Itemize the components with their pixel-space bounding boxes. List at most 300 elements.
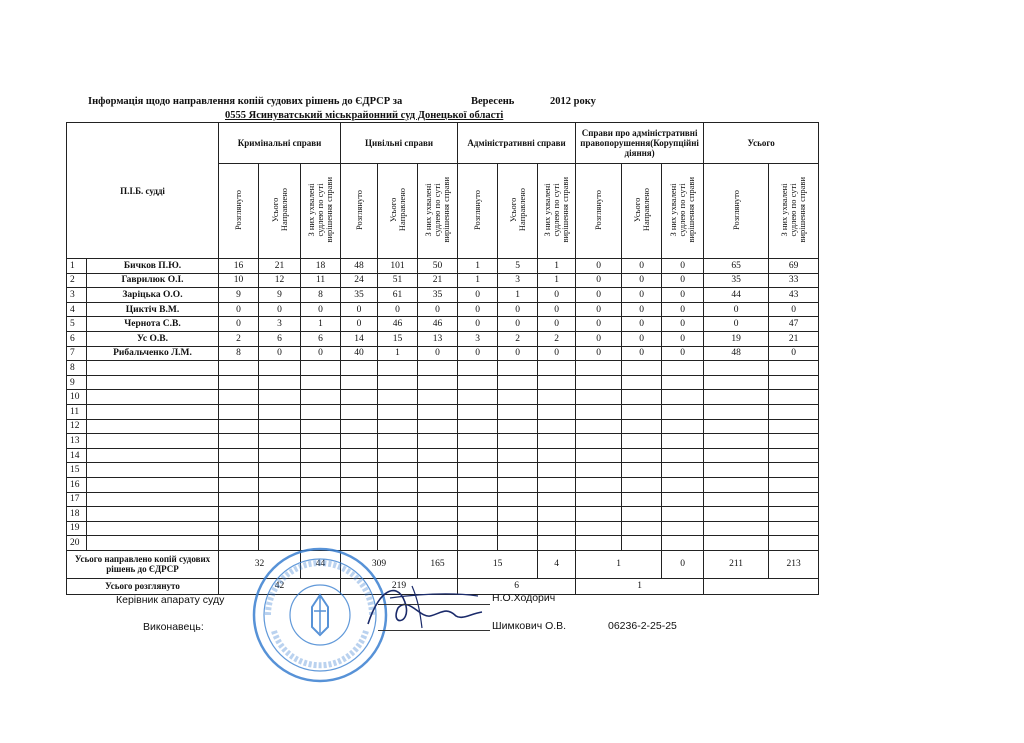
value-cell: 0 [259, 346, 301, 361]
executor-name: Шимкович О.В. [492, 620, 567, 632]
subheader-sent [498, 164, 538, 259]
value-cell: 0 [622, 273, 662, 288]
table-row [67, 448, 819, 463]
row-number: 7 [67, 346, 87, 361]
value-cell [576, 463, 622, 478]
table-row [67, 288, 819, 303]
total-sent-offences-reviewed: 1 [576, 550, 662, 578]
row-number: 4 [67, 302, 87, 317]
value-cell [498, 463, 538, 478]
value-cell: 44 [704, 288, 769, 303]
value-cell [622, 419, 662, 434]
value-cell: 0 [219, 317, 259, 332]
value-cell [378, 492, 418, 507]
group-civil-header: Цивільні справи [341, 123, 458, 164]
value-cell: 0 [576, 288, 622, 303]
judge-name: Гаврилюк О.І. [87, 273, 219, 288]
report-title-text: Інформація щодо направлення копій судових рішень до ЄДРСР за [88, 96, 403, 107]
value-cell: 0 [622, 346, 662, 361]
value-cell [219, 463, 259, 478]
value-cell: 0 [259, 302, 301, 317]
value-cell [622, 507, 662, 522]
value-cell: 9 [219, 288, 259, 303]
subheader-reviewed [458, 164, 498, 259]
value-cell [576, 536, 622, 551]
value-cell [458, 463, 498, 478]
value-cell: 40 [341, 346, 378, 361]
value-cell [418, 463, 458, 478]
value-cell [498, 419, 538, 434]
value-cell [576, 419, 622, 434]
value-cell [219, 419, 259, 434]
group-total-header: Усього [704, 123, 819, 164]
judge-name: Ус О.В. [87, 331, 219, 346]
subheader-sent [259, 164, 301, 259]
value-cell [769, 419, 819, 434]
value-cell [259, 419, 301, 434]
value-cell: 0 [769, 346, 819, 361]
value-cell [498, 492, 538, 507]
value-cell: 1 [498, 288, 538, 303]
value-cell: 33 [769, 273, 819, 288]
table-row [67, 404, 819, 419]
value-cell: 61 [378, 288, 418, 303]
value-cell [662, 390, 704, 405]
value-cell [498, 434, 538, 449]
judge-name: Рибальченко Л.М. [87, 346, 219, 361]
value-cell [341, 361, 378, 376]
value-cell: 0 [576, 346, 622, 361]
value-cell [704, 521, 769, 536]
value-cell [622, 404, 662, 419]
total-sent-all-decided: 213 [769, 550, 819, 578]
total-sent-all-reviewed: 211 [704, 550, 769, 578]
value-cell [704, 477, 769, 492]
table-row [67, 361, 819, 376]
value-cell [418, 448, 458, 463]
value-cell [704, 492, 769, 507]
value-cell: 1 [538, 259, 576, 274]
value-cell: 0 [769, 302, 819, 317]
value-cell [576, 448, 622, 463]
value-cell: 21 [769, 331, 819, 346]
value-cell: 19 [704, 331, 769, 346]
value-cell [622, 463, 662, 478]
value-cell [341, 507, 378, 522]
value-cell: 0 [538, 346, 576, 361]
value-cell [498, 448, 538, 463]
value-cell [301, 404, 341, 419]
value-cell [301, 434, 341, 449]
table-row [67, 331, 819, 346]
value-cell: 0 [662, 288, 704, 303]
value-cell: 0 [341, 302, 378, 317]
value-cell [341, 477, 378, 492]
value-cell [458, 404, 498, 419]
value-cell [538, 492, 576, 507]
value-cell [418, 507, 458, 522]
value-cell: 1 [458, 259, 498, 274]
table-row [67, 317, 819, 332]
value-cell: 21 [418, 273, 458, 288]
subheader-label: З них ухвалені судлею по суті вирішення справи [423, 176, 452, 243]
value-cell [622, 492, 662, 507]
subheader-decided [418, 164, 458, 259]
value-cell: 0 [301, 302, 341, 317]
value-cell: 0 [622, 317, 662, 332]
value-cell: 13 [418, 331, 458, 346]
judge-name [87, 521, 219, 536]
value-cell: 0 [576, 273, 622, 288]
value-cell [378, 448, 418, 463]
value-cell [219, 521, 259, 536]
row-number: 3 [67, 288, 87, 303]
value-cell: 101 [378, 259, 418, 274]
value-cell: 21 [259, 259, 301, 274]
value-cell [341, 419, 378, 434]
value-cell: 8 [301, 288, 341, 303]
value-cell: 0 [538, 317, 576, 332]
value-cell: 0 [576, 259, 622, 274]
judge-name [87, 361, 219, 376]
value-cell [301, 492, 341, 507]
value-cell [378, 390, 418, 405]
value-cell [219, 492, 259, 507]
value-cell [219, 390, 259, 405]
value-cell [378, 507, 418, 522]
value-cell [259, 492, 301, 507]
value-cell [576, 390, 622, 405]
value-cell [576, 507, 622, 522]
value-cell [704, 463, 769, 478]
value-cell [576, 361, 622, 376]
value-cell: 0 [538, 288, 576, 303]
value-cell [418, 404, 458, 419]
judge-name [87, 477, 219, 492]
value-cell [769, 463, 819, 478]
value-cell [341, 375, 378, 390]
value-cell [576, 492, 622, 507]
value-cell: 43 [769, 288, 819, 303]
value-cell: 0 [458, 346, 498, 361]
table-row [67, 477, 819, 492]
subheader-reviewed [704, 164, 769, 259]
value-cell: 48 [341, 259, 378, 274]
subheader-label: Розглянуто [233, 189, 243, 230]
subheader-decided [662, 164, 704, 259]
value-cell: 6 [259, 331, 301, 346]
value-cell [662, 375, 704, 390]
value-cell [538, 404, 576, 419]
row-number: 12 [67, 419, 87, 434]
value-cell: 1 [538, 273, 576, 288]
head-label: Керівник апарату суду [116, 594, 225, 606]
value-cell [704, 361, 769, 376]
total-sent-criminal-decided: 44 [301, 550, 341, 578]
value-cell [769, 375, 819, 390]
value-cell: 35 [704, 273, 769, 288]
value-cell: 15 [378, 331, 418, 346]
judge-name [87, 492, 219, 507]
value-cell [498, 375, 538, 390]
value-cell [259, 375, 301, 390]
value-cell [259, 434, 301, 449]
total-reviewed-admin: 6 [458, 578, 576, 594]
value-cell [769, 390, 819, 405]
value-cell [498, 477, 538, 492]
value-cell: 2 [219, 331, 259, 346]
value-cell [378, 404, 418, 419]
value-cell [259, 361, 301, 376]
value-cell [378, 463, 418, 478]
value-cell: 0 [458, 317, 498, 332]
value-cell [259, 521, 301, 536]
value-cell [259, 404, 301, 419]
value-cell [662, 536, 704, 551]
value-cell [769, 477, 819, 492]
value-cell [458, 536, 498, 551]
row-number: 8 [67, 361, 87, 376]
value-cell [662, 419, 704, 434]
value-cell [622, 536, 662, 551]
value-cell: 65 [704, 259, 769, 274]
value-cell [259, 477, 301, 492]
subheader-decided [538, 164, 576, 259]
group-admin-header: Адміністративні справи [458, 123, 576, 164]
value-cell: 16 [219, 259, 259, 274]
subheader-label: З них ухвалені судлею по суті вирішення справи [779, 176, 808, 243]
value-cell: 0 [458, 302, 498, 317]
value-cell [538, 419, 576, 434]
value-cell [622, 477, 662, 492]
judge-name [87, 448, 219, 463]
value-cell [458, 448, 498, 463]
value-cell [704, 375, 769, 390]
group-offences-header: Справи про адміністративні правопорушення(Корупційні діяння) [576, 123, 704, 164]
value-cell [538, 361, 576, 376]
total-reviewed-offences: 1 [576, 578, 704, 594]
value-cell: 2 [538, 331, 576, 346]
value-cell [301, 507, 341, 522]
value-cell [418, 361, 458, 376]
value-cell [622, 434, 662, 449]
value-cell [378, 434, 418, 449]
value-cell [219, 448, 259, 463]
value-cell [418, 492, 458, 507]
value-cell [622, 390, 662, 405]
value-cell [769, 448, 819, 463]
value-cell [301, 521, 341, 536]
value-cell [458, 521, 498, 536]
value-cell [769, 521, 819, 536]
judge-name: Чернота С.В. [87, 317, 219, 332]
table-row [67, 507, 819, 522]
value-cell: 24 [341, 273, 378, 288]
subheader-decided [301, 164, 341, 259]
value-cell [418, 536, 458, 551]
table-row [67, 273, 819, 288]
total-reviewed-criminal: 42 [219, 578, 341, 594]
value-cell [458, 419, 498, 434]
value-cell [538, 477, 576, 492]
value-cell [769, 492, 819, 507]
value-cell: 9 [259, 288, 301, 303]
value-cell: 69 [769, 259, 819, 274]
judge-name-header: П.І.Б. судді [67, 123, 219, 259]
judge-name: Циктiч В.М. [87, 302, 219, 317]
judge-name [87, 404, 219, 419]
subheader-label: Розглянуто [472, 189, 483, 230]
row-number: 13 [67, 434, 87, 449]
value-cell [498, 361, 538, 376]
value-cell [418, 434, 458, 449]
value-cell: 46 [378, 317, 418, 332]
value-cell: 0 [622, 288, 662, 303]
row-number: 2 [67, 273, 87, 288]
court-name: 0555 Ясинуватський міськрайонний суд Донецької області [225, 110, 504, 121]
row-number: 9 [67, 375, 87, 390]
value-cell [259, 463, 301, 478]
judge-name [87, 507, 219, 522]
table-row [67, 375, 819, 390]
value-cell: 0 [662, 317, 704, 332]
subheader-label: Усього Направлено [387, 187, 407, 232]
value-cell [259, 390, 301, 405]
value-cell [704, 536, 769, 551]
value-cell: 50 [418, 259, 458, 274]
value-cell: 0 [418, 302, 458, 317]
subheader-sent [378, 164, 418, 259]
value-cell [301, 419, 341, 434]
table-row [67, 536, 819, 551]
value-cell: 10 [219, 273, 259, 288]
value-cell [769, 404, 819, 419]
value-cell: 1 [301, 317, 341, 332]
judge-name [87, 434, 219, 449]
value-cell [538, 390, 576, 405]
row-number: 20 [67, 536, 87, 551]
value-cell [662, 477, 704, 492]
subheader-decided_total [769, 164, 819, 259]
table-row [67, 390, 819, 405]
value-cell [662, 434, 704, 449]
value-cell [704, 507, 769, 522]
value-cell [301, 375, 341, 390]
value-cell [662, 404, 704, 419]
executor-phone: 06236-2-25-25 [608, 620, 677, 632]
value-cell [259, 507, 301, 522]
value-cell: 0 [576, 317, 622, 332]
executor-label: Виконавець: [143, 621, 204, 633]
value-cell: 1 [378, 346, 418, 361]
value-cell: 0 [622, 259, 662, 274]
value-cell [378, 361, 418, 376]
value-cell: 47 [769, 317, 819, 332]
value-cell [622, 375, 662, 390]
row-number: 10 [67, 390, 87, 405]
value-cell [622, 361, 662, 376]
table-row [67, 434, 819, 449]
row-number: 17 [67, 492, 87, 507]
report-title [88, 96, 596, 107]
value-cell: 48 [704, 346, 769, 361]
value-cell: 8 [219, 346, 259, 361]
value-cell [341, 463, 378, 478]
value-cell: 3 [259, 317, 301, 332]
value-cell: 35 [418, 288, 458, 303]
value-cell [576, 477, 622, 492]
value-cell [378, 375, 418, 390]
value-cell [458, 434, 498, 449]
value-cell [538, 375, 576, 390]
row-number: 18 [67, 507, 87, 522]
value-cell [418, 477, 458, 492]
judge-name [87, 463, 219, 478]
table-row [67, 259, 819, 274]
value-cell: 0 [662, 259, 704, 274]
value-cell: 0 [576, 331, 622, 346]
value-cell [576, 375, 622, 390]
value-cell [378, 419, 418, 434]
value-cell [458, 492, 498, 507]
value-cell [622, 521, 662, 536]
value-cell [576, 404, 622, 419]
table-row [67, 302, 819, 317]
value-cell: 1 [458, 273, 498, 288]
group-criminal-header: Кримінальні справи [219, 123, 341, 164]
value-cell [769, 361, 819, 376]
table-row [67, 346, 819, 361]
total-sent-civil-decided: 165 [418, 550, 458, 578]
value-cell [458, 390, 498, 405]
total-sent-admin-reviewed: 15 [458, 550, 538, 578]
value-cell [341, 492, 378, 507]
value-cell: 0 [662, 331, 704, 346]
value-cell [458, 375, 498, 390]
subheader-reviewed [341, 164, 378, 259]
value-cell [458, 477, 498, 492]
value-cell: 51 [378, 273, 418, 288]
subheader-label: Розглянуто [730, 189, 741, 230]
value-cell [538, 448, 576, 463]
value-cell [538, 463, 576, 478]
value-cell: 0 [301, 346, 341, 361]
total-sent-row [67, 550, 819, 578]
report-year: 2012 року [550, 96, 596, 107]
value-cell [341, 434, 378, 449]
subheader-label: Розглянуто [593, 189, 604, 230]
value-cell [301, 448, 341, 463]
table-row [67, 463, 819, 478]
value-cell: 0 [662, 346, 704, 361]
value-cell [662, 361, 704, 376]
value-cell [498, 390, 538, 405]
judge-name: Зарiцька О.О. [87, 288, 219, 303]
subheader-label: З них ухвалені судлею по суті вирішення справи [668, 176, 697, 243]
value-cell: 0 [704, 317, 769, 332]
value-cell [301, 463, 341, 478]
value-cell: 6 [301, 331, 341, 346]
table-row [67, 521, 819, 536]
value-cell [622, 448, 662, 463]
subheader-label: З них ухвалені судлею по суті вирішення справи [306, 176, 335, 243]
value-cell: 0 [576, 302, 622, 317]
value-cell [301, 477, 341, 492]
row-number: 19 [67, 521, 87, 536]
value-cell: 5 [498, 259, 538, 274]
value-cell [418, 375, 458, 390]
signature-line [378, 604, 490, 605]
